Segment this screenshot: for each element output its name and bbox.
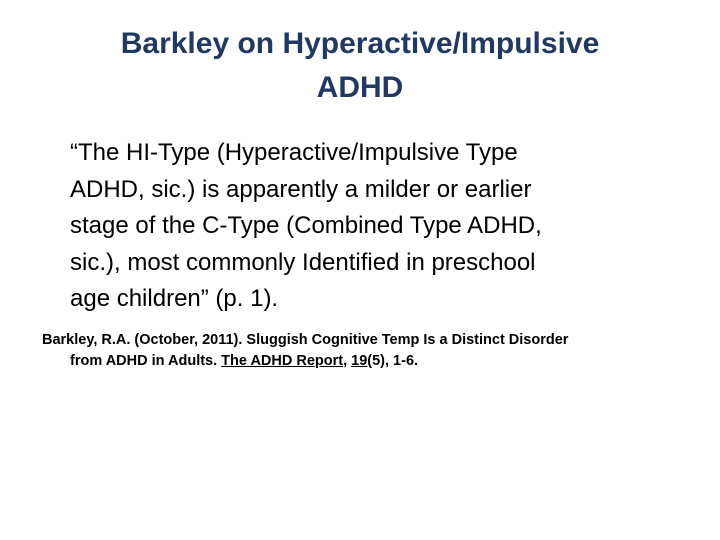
quote-line: “The HI-Type (Hyperactive/Impulsive Type [70, 139, 518, 166]
slide-title [40, 22, 680, 110]
citation-separator: , [343, 353, 352, 369]
title-line-1: Barkley on Hyperactive/Impulsive [120, 27, 600, 60]
citation-line-2 [42, 351, 702, 372]
journal-volume: 19 [351, 353, 368, 369]
quote-line: ADHD, sic.) is apparently a milder or earlier [70, 175, 532, 203]
citation-line-1: Barkley, R.A. (October, 2011). Sluggish Cognitive Temp Is a Distinct Disorder [42, 332, 569, 348]
journal-title: The ADHD Report [221, 353, 344, 369]
title-line-2: ADHD [316, 71, 404, 104]
quote-line: stage of the C-Type (Combined Type ADHD, [70, 212, 542, 239]
quote-block [70, 135, 680, 318]
quote-line: sic.), most commonly Identified in preschool [70, 248, 536, 276]
citation-prefix: from ADHD in Adults. [70, 353, 222, 369]
journal-issue-pages: (5), 1-6. [367, 353, 419, 369]
quote-line: age children” (p. 1). [70, 285, 279, 312]
citation [42, 330, 702, 372]
